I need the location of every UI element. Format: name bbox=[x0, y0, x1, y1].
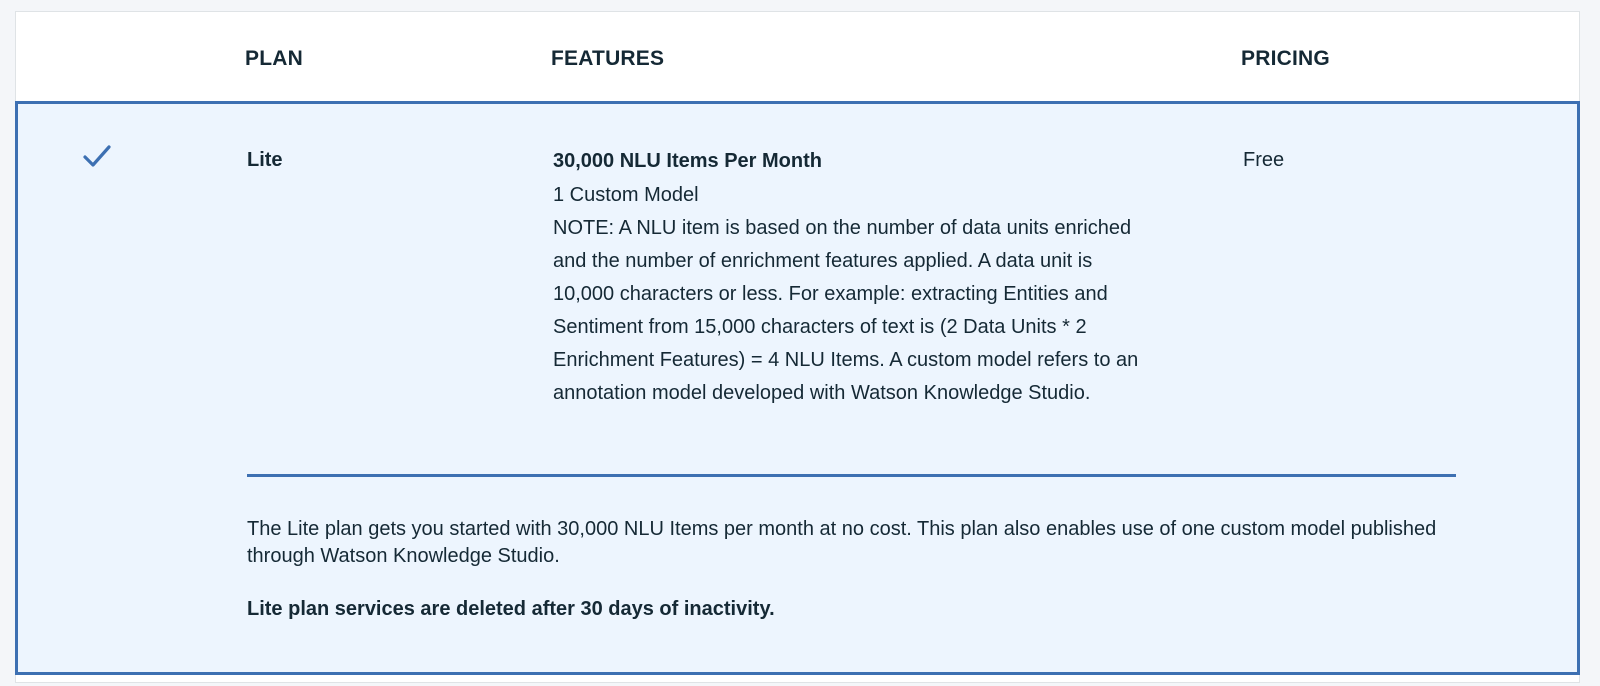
table-header bbox=[16, 12, 1579, 103]
plan-divider bbox=[247, 474, 1456, 477]
features-custom-model: 1 Custom Model bbox=[553, 184, 699, 206]
features-headline: 30,000 NLU Items Per Month bbox=[553, 150, 822, 172]
features-column-header: FEATURES bbox=[551, 47, 665, 70]
plan-description: The Lite plan gets you started with 30,000 NLU Items per month at no cost. This plan also enables use of one custom model published through Watson Knowledge Studio. bbox=[247, 518, 1437, 567]
pricing-plans-table bbox=[15, 11, 1580, 683]
plan-column-header: PLAN bbox=[245, 47, 303, 70]
plan-pricing: Free bbox=[1243, 149, 1285, 171]
features-note: NOTE: A NLU item is based on the number of data units enriched and the number of enrichment features applied. A data unit is 10,000 characters or less. For example: extracting Entities and Sentiment from 15,000 characters of text is (2 Data Units * 2 Enrichment Features) = 4 NLU Items. A custom model refers to an annotation model developed with Watson Knowledge Studio. bbox=[553, 217, 1139, 404]
plan-name: Lite bbox=[247, 149, 283, 171]
plan-features bbox=[553, 149, 1153, 410]
pricing-column-header: PRICING bbox=[1241, 47, 1330, 70]
plan-inactivity-warning: Lite plan services are deleted after 30 days of inactivity. bbox=[247, 598, 775, 620]
checkmark-icon bbox=[82, 142, 112, 172]
plan-row-lite[interactable] bbox=[15, 101, 1580, 675]
